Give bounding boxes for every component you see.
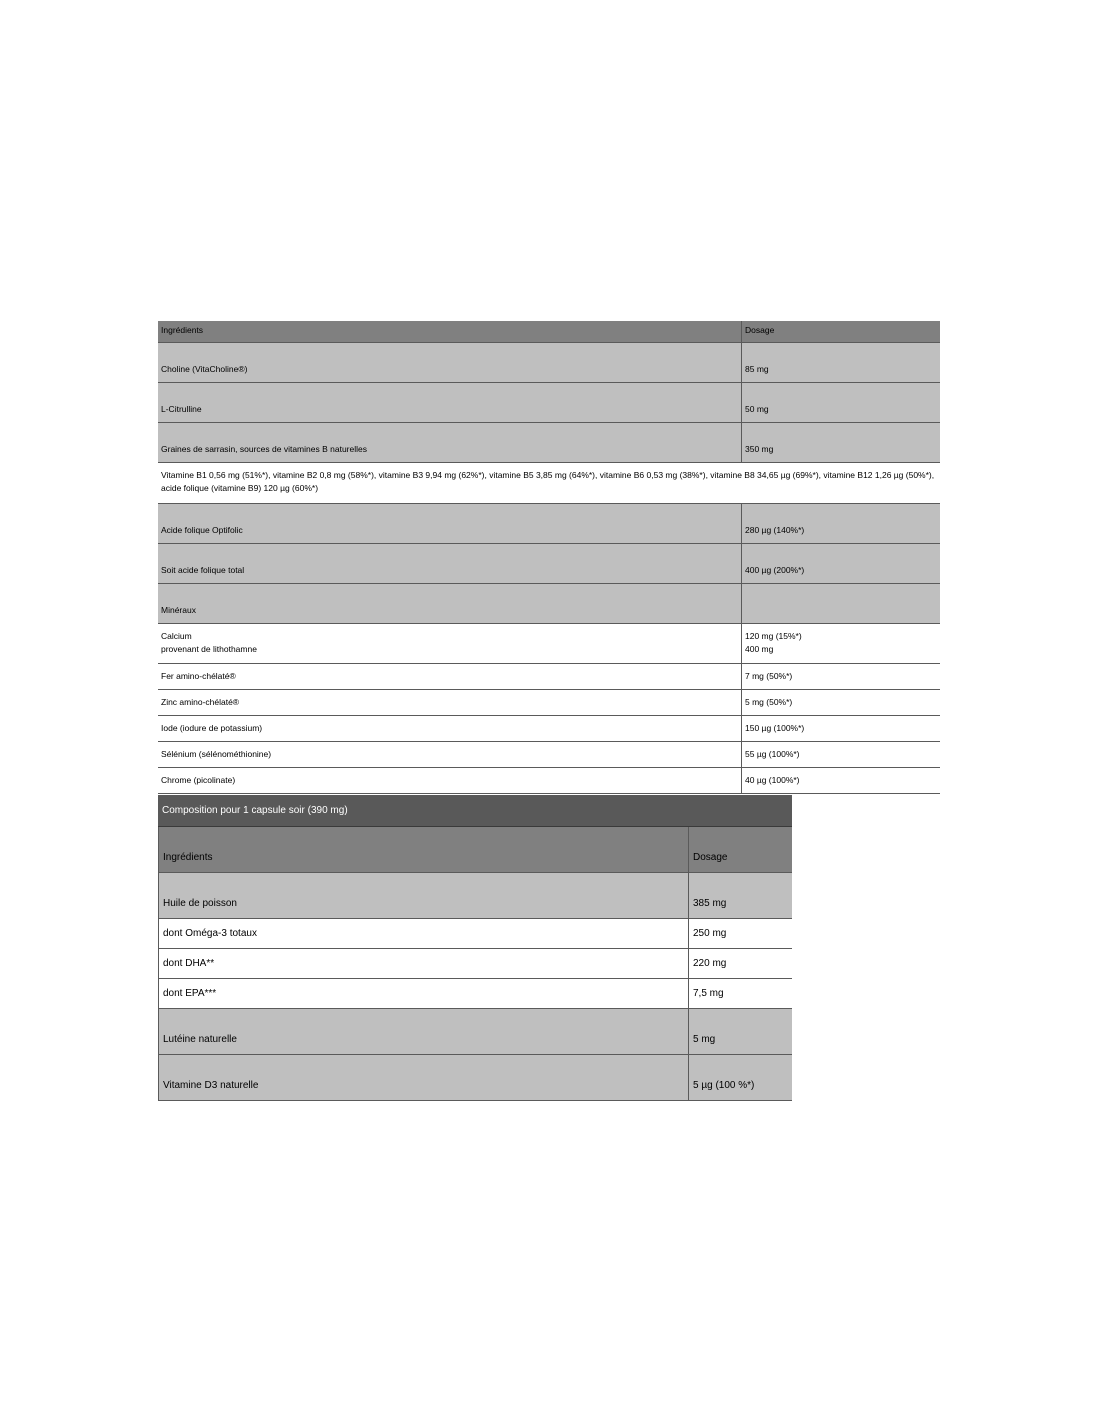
table-row xyxy=(158,949,792,979)
mineraux-label: Minéraux xyxy=(161,605,196,615)
header-label: Ingrédients xyxy=(163,852,213,863)
dosage-cell xyxy=(689,979,792,1008)
dosage-value: 220 mg xyxy=(693,958,727,969)
ingredient-name: Iode (iodure de potassium) xyxy=(161,723,263,733)
dosage-cell xyxy=(689,873,792,918)
ingredient-cell xyxy=(158,624,742,663)
table-row xyxy=(158,1055,792,1101)
table-row xyxy=(158,1009,792,1055)
ingredient-cell xyxy=(158,768,742,793)
table-row xyxy=(158,716,940,742)
dosage-value: 250 mg xyxy=(693,928,727,939)
ingredient-name: Zinc amino-chélaté® xyxy=(161,697,240,707)
ingredient-name: Vitamine D3 naturelle xyxy=(163,1080,259,1091)
dosage-value: 400 µg (200%*) xyxy=(745,565,805,575)
dosage-cell xyxy=(742,690,940,715)
ingredient-name: dont DHA** xyxy=(163,958,215,969)
dosage-value: 5 mg (50%*) xyxy=(745,697,793,707)
dosage-cell xyxy=(689,1055,792,1100)
table-row xyxy=(158,504,940,544)
table-row xyxy=(158,423,940,463)
composition-table-2 xyxy=(158,795,792,1101)
vitamins-detail-row xyxy=(158,463,940,504)
dosage-cell xyxy=(689,949,792,978)
ingredient-cell xyxy=(158,919,689,948)
table1-header-ingredients: Ingrédients xyxy=(158,321,742,342)
ingredient-name: L-Citrulline xyxy=(161,404,202,414)
ingredient-source: provenant de lithothamne xyxy=(161,644,257,654)
ingredient-name: dont Oméga-3 totaux xyxy=(163,928,257,939)
ingredient-name: Soit acide folique total xyxy=(161,565,245,575)
table2-header-row xyxy=(158,827,792,873)
table1-header-row xyxy=(158,321,940,343)
table-row xyxy=(158,742,940,768)
ingredient-name: Chrome (picolinate) xyxy=(161,775,236,785)
ingredient-name: Huile de poisson xyxy=(163,898,237,909)
ingredient-cell xyxy=(158,343,742,382)
table-row xyxy=(158,664,940,690)
dosage-cell xyxy=(742,504,940,543)
table-row xyxy=(158,383,940,423)
vitamins-detail-text: Vitamine B1 0,56 mg (51%*), vitamine B2 0,8 mg (58%*), vitamine B3 9,94 mg (62%*), vitamine B5 3,85 mg (64%*), vitamine B6 0,53 mg (38%*), vitamine B8 34,65 µg (69%*), vitamine B12 1,26 µg (50%*), acide folique (vitamine B9) 120 µg (60%*) xyxy=(161,470,935,493)
dosage-value: 120 mg (15%*) xyxy=(745,631,802,641)
dosage-cell xyxy=(742,423,940,462)
ingredient-name: Lutéine naturelle xyxy=(163,1034,237,1045)
ingredient-name: Calcium xyxy=(161,631,192,641)
table-row xyxy=(158,979,792,1009)
ingredient-cell xyxy=(158,949,689,978)
dosage-value: 55 µg (100%*) xyxy=(745,749,800,759)
dosage-cell xyxy=(742,664,940,689)
table2-caption: Composition pour 1 capsule soir (390 mg) xyxy=(158,795,792,827)
table-row xyxy=(158,343,940,383)
dosage-cell xyxy=(689,919,792,948)
header-label: Dosage xyxy=(693,852,728,863)
dosage-value: 280 µg (140%*) xyxy=(745,525,805,535)
mineraux-section-row xyxy=(158,584,940,624)
ingredient-cell xyxy=(158,544,742,583)
ingredient-cell xyxy=(158,716,742,741)
dosage-cell xyxy=(742,343,940,382)
table2-header-ingredients xyxy=(158,827,689,872)
dosage-value-source: 400 mg xyxy=(745,644,774,654)
table-row xyxy=(158,873,792,919)
empty-dosage-cell xyxy=(742,584,940,623)
dosage-cell xyxy=(742,544,940,583)
dosage-cell xyxy=(689,1009,792,1054)
dosage-value: 7,5 mg xyxy=(693,988,724,999)
ingredient-cell xyxy=(158,690,742,715)
table-row xyxy=(158,544,940,584)
ingredient-name: Choline (VitaCholine®) xyxy=(161,364,248,374)
ingredient-cell xyxy=(158,423,742,462)
dosage-value: 7 mg (50%*) xyxy=(745,671,793,681)
ingredient-cell xyxy=(158,664,742,689)
ingredient-name: Fer amino-chélaté® xyxy=(161,671,236,681)
calcium-row xyxy=(158,624,940,664)
dosage-value: 40 µg (100%*) xyxy=(745,775,800,785)
dosage-value: 5 µg (100 %*) xyxy=(693,1080,755,1091)
section-label-cell xyxy=(158,584,742,623)
dosage-value: 85 mg xyxy=(745,364,769,374)
ingredient-name: dont EPA*** xyxy=(163,988,217,999)
table-row xyxy=(158,768,940,794)
dosage-value: 150 µg (100%*) xyxy=(745,723,805,733)
dosage-cell xyxy=(742,768,940,793)
table1-header-dosage: Dosage xyxy=(745,325,775,335)
table-row xyxy=(158,919,792,949)
table-row xyxy=(158,690,940,716)
ingredient-name: Graines de sarrasin, sources de vitamines B naturelles xyxy=(161,444,367,454)
dosage-value: 50 mg xyxy=(745,404,769,414)
dosage-cell xyxy=(742,742,940,767)
ingredient-cell xyxy=(158,1009,689,1054)
ingredient-cell xyxy=(158,1055,689,1100)
ingredient-cell xyxy=(158,383,742,422)
table2-header-dosage xyxy=(689,827,792,872)
ingredient-cell xyxy=(158,979,689,1008)
dosage-value: 350 mg xyxy=(745,444,774,454)
dosage-cell xyxy=(742,716,940,741)
dosage-cell xyxy=(742,624,940,663)
dosage-value: 385 mg xyxy=(693,898,727,909)
ingredient-cell xyxy=(158,742,742,767)
dosage-cell xyxy=(742,383,940,422)
ingredient-name: Sélénium (sélénométhionine) xyxy=(161,749,272,759)
dosage-value: 5 mg xyxy=(693,1034,716,1045)
ingredient-cell xyxy=(158,873,689,918)
ingredient-cell xyxy=(158,504,742,543)
ingredient-name: Acide folique Optifolic xyxy=(161,525,243,535)
composition-table-1 xyxy=(158,321,940,794)
